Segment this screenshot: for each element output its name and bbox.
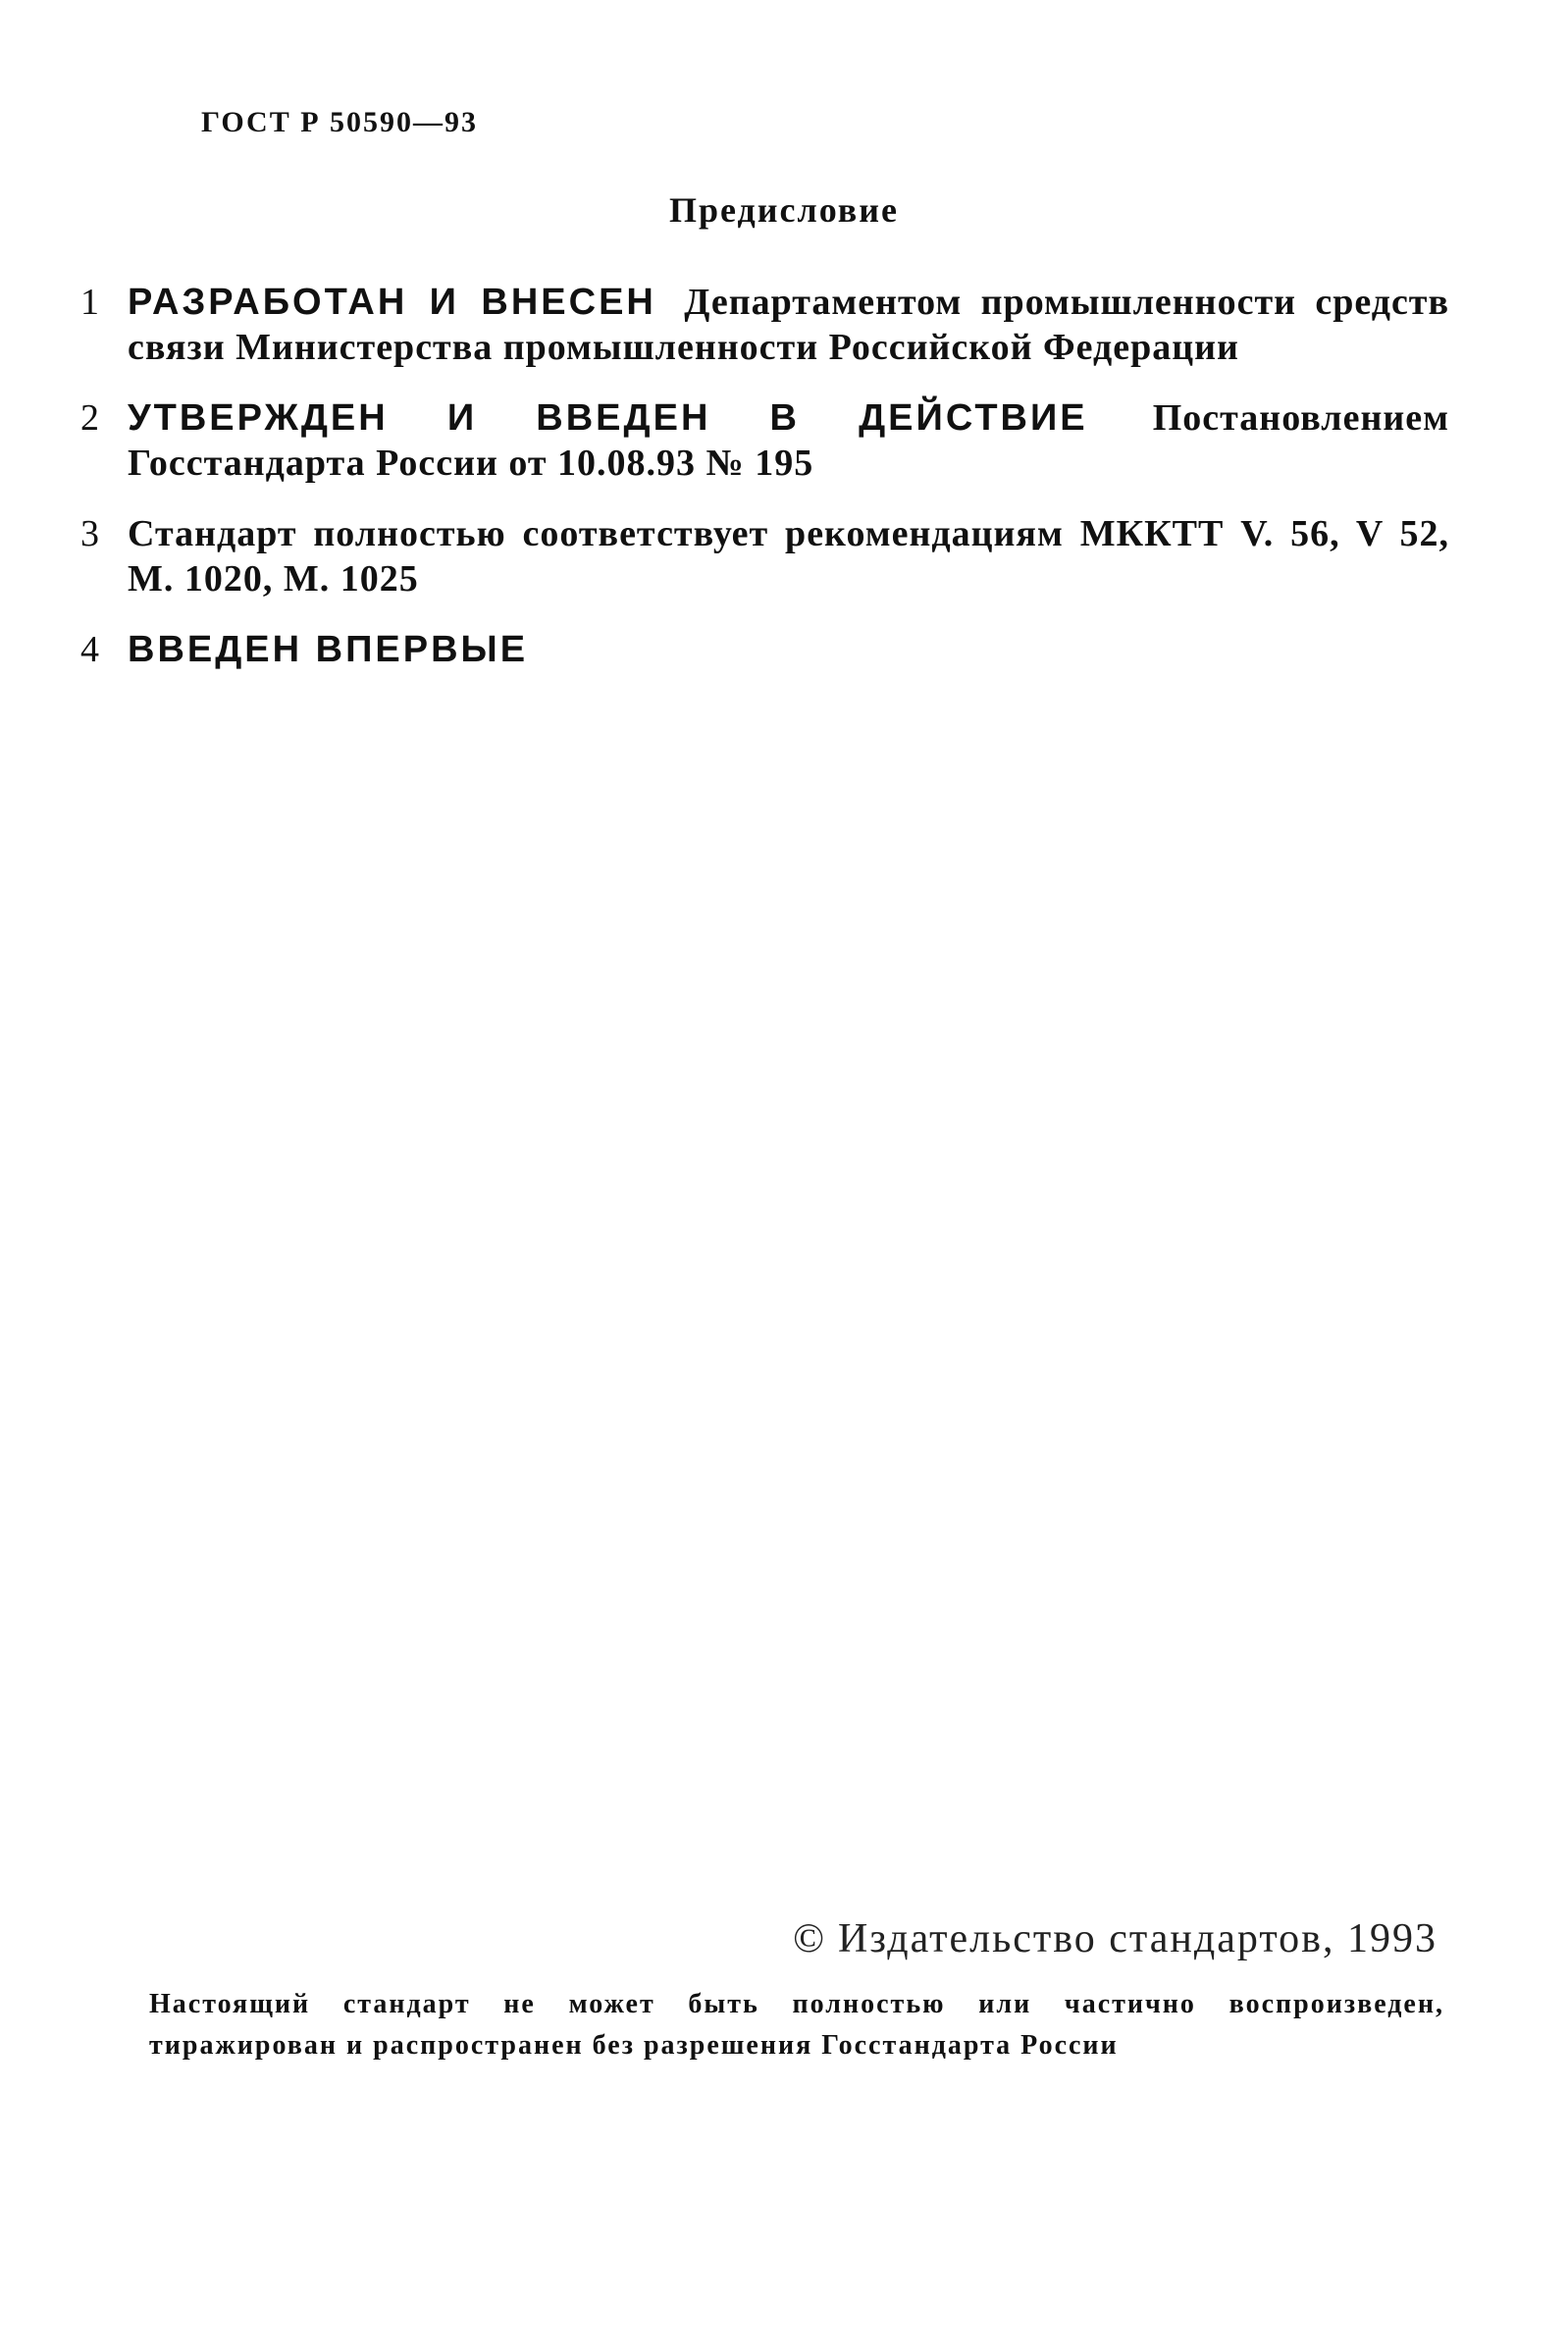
item-number: 1 <box>80 282 99 323</box>
item-number: 4 <box>80 629 99 670</box>
copyright-icon: © <box>793 1916 827 1961</box>
list-item <box>80 511 1449 601</box>
item-text: Департаментом промышленности средств связи Министерства промышленности Российской Федерации <box>128 282 1449 368</box>
item-text: Стандарт полностью соответствует рекомендациям МККТТ V. 56, V 52, М. 1020, М. 1025 <box>128 513 1449 600</box>
reproduction-notice: Настоящий стандарт не может быть полностью или частично воспроизведен, тиражирован и распространен без разрешения Госстандарта России <box>149 1989 1444 2061</box>
preface-list <box>80 280 1449 698</box>
document-code: ГОСТ Р 50590—93 <box>201 106 479 138</box>
item-text: Постановлением Госстандарта России от 10.08.93 № 195 <box>128 397 1449 484</box>
item-number: 2 <box>80 397 99 439</box>
list-item <box>80 280 1449 370</box>
page-title: Предисловие <box>669 190 899 230</box>
item-number: 3 <box>80 513 99 554</box>
list-item <box>80 627 1449 672</box>
item-lead: РАЗРАБОТАН И ВНЕСЕН <box>128 282 656 323</box>
copyright-text: Издательство стандартов, 1993 <box>838 1916 1437 1961</box>
item-lead: ВВЕДЕН ВПЕРВЫЕ <box>128 629 529 670</box>
list-item <box>80 395 1449 486</box>
item-lead: УТВЕРЖДЕН И ВВЕДЕН В ДЕЙСТВИЕ <box>128 397 1088 439</box>
copyright-line <box>793 1915 1437 1962</box>
